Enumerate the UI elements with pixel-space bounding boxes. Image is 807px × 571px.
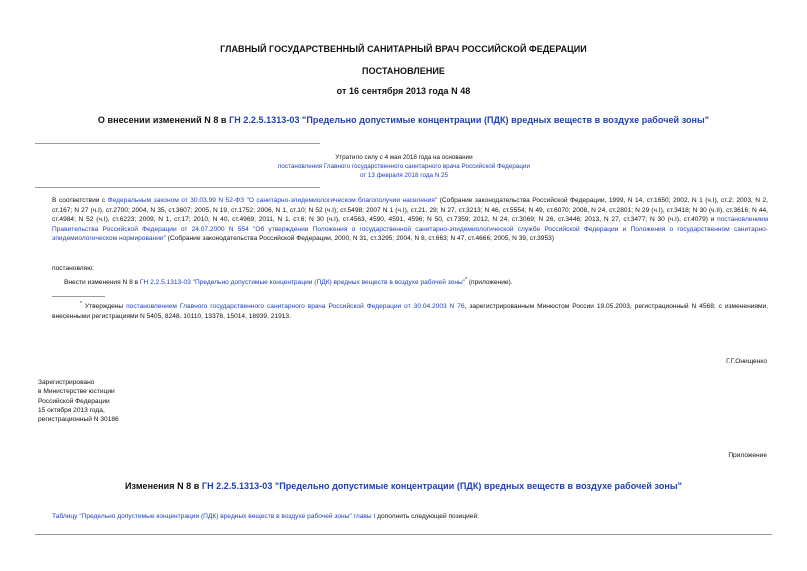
preamble-intro: В соответствии с xyxy=(52,197,108,204)
footnote-text-prefix: Утверждены xyxy=(81,303,127,311)
registration-block xyxy=(38,378,119,424)
footnote-mark[interactable]: * xyxy=(465,277,468,283)
document-type: ПОСТАНОВЛЕНИЕ xyxy=(362,66,445,76)
divider-bottom xyxy=(35,534,772,535)
table-intro-paragraph xyxy=(52,512,768,522)
table-intro-suffix: дополнить следующей позицией: xyxy=(375,513,479,520)
resolve-text-suffix: (приложение). xyxy=(467,279,513,287)
status-note-line1: Утратило силу с 4 мая 2018 года на основании xyxy=(335,154,473,161)
title-regulation-link[interactable]: ГН 2.2.5.1313-03 "Предельно допустимые концентрации (ПДК) вредных веществ в воздухе рабочей зоны" xyxy=(229,115,710,125)
table-chapter-link[interactable]: Таблицу "Предельно допустимые концентрации (ПДК) вредных веществ в воздухе рабочей зоны" главы I xyxy=(52,513,376,520)
government-resolution-link[interactable]: постановлением Правительства Российской Федерации от 24.07.2000 N 554 "Об утверждении Положения о государственной санитарно-эпидемиологической службе Российской Федерации и Положения о государственном санитарно-эпидемиологическом нормировании" xyxy=(52,216,768,243)
document-title xyxy=(0,115,807,125)
status-note-date-link[interactable]: от 13 февраля 2018 года N 25 xyxy=(359,172,449,179)
federal-law-link[interactable]: Федеральным законом от 30.03.99 N 52-ФЗ "О санитарно-эпидемиологическом благополучии населения" xyxy=(107,197,438,204)
status-note-resolution-link[interactable]: постановления Главного государственного санитарного врача Российской Федерации xyxy=(277,163,531,170)
footnote-ref-mark: * xyxy=(80,301,82,307)
resolve-label: постановляю: xyxy=(52,265,95,272)
title-prefix: О внесении изменений N 8 в xyxy=(97,115,230,125)
footnote-resolution-link[interactable]: постановлением Главного государственного санитарного врача Российской Федерации от 30.04.2003 N 76 xyxy=(126,303,465,311)
footnote-text-suffix: , зарегистрированным Минюстом России 19.05.2003, регистрационный N 4568; с изменениями, внесенными регистрациями N 5405, 8248, 10110, 13378, 15014, 18939, 21913. xyxy=(52,303,769,320)
status-note xyxy=(200,153,608,180)
appendix-title-prefix: Изменения N 8 в xyxy=(125,481,202,491)
resolve-regulation-link[interactable]: ГН 2.2.5.1313-03 "Предельно допустимые концентрации (ПДК) вредных веществ в воздухе рабочей зоны" xyxy=(139,279,466,287)
registration-line: 15 октября 2013 года, xyxy=(38,406,105,414)
signatory-name: Г.Г.Онищенко xyxy=(726,358,767,365)
footnote-divider xyxy=(52,296,105,297)
registration-line: Зарегистрировано xyxy=(38,379,95,386)
divider-status xyxy=(35,187,320,188)
divider-top xyxy=(35,143,320,144)
registration-line: Российской Федерации xyxy=(38,397,110,405)
footnote-paragraph xyxy=(52,300,768,321)
resolve-text-prefix: Внести изменения N 8 в xyxy=(64,279,140,287)
appendix-label: Приложение xyxy=(728,452,767,459)
document-date-number: от 16 сентября 2013 года N 48 xyxy=(336,86,471,96)
issuing-authority: ГЛАВНЫЙ ГОСУДАРСТВЕННЫЙ САНИТАРНЫЙ ВРАЧ РОССИЙСКОЙ ФЕДЕРАЦИИ xyxy=(220,44,587,54)
registration-line: в Министерстве юстиции xyxy=(38,388,115,396)
appendix-title xyxy=(0,481,807,491)
registration-line: регистрационный N 30186 xyxy=(38,416,119,424)
appendix-regulation-link[interactable]: ГН 2.2.5.1313-03 "Предельно допустимые концентрации (ПДК) вредных веществ в воздухе рабочей зоны" xyxy=(201,481,682,491)
resolve-paragraph xyxy=(64,276,764,288)
preamble-citations: (Собрание законодательства Российской Федерации, 1999, N 14, ст.1650; 2002, N 1 (ч.I), ст.2; 2003, N 2, ст.167; N 27 (ч.I), ст.2700; 2004, N 35, ст.3607; 2005, N 19, ст.1752; 2006, N 1, ст.10; N 52 (ч.I); ст.5498; 2007 N 1 (ч.I), ст.21, 29; N 27, ст.3213; N 46, ст.5554; N 49, ст.6070; 2008, N 24, ст.2801; N 29 (ч.I), ст.3418; N 30 (ч.II), ст.3616; N 44, ст.4984; N 52 (ч.I), ст.6223; 2009, N 1, ст.17; 2010, N 40, ст.4969; 2011, N 1, ст.6; N 30 (ч.I), ст.4563, 4590, 4591, 4596; N 50, ст.7359; 2012, N 24, ст.3069; N 26, ст.3446; 2013, N 27, ст.3477; N 30 (ч.I), ст.4079) и xyxy=(52,197,768,224)
preamble-paragraph xyxy=(52,196,768,244)
preamble-citations-2: (Собрание законодательства Российской Федерации, 2000, N 31, ст.3295; 2004, N 8, ст.663; N 47, ст.4666; 2005, N 39, ст.3953) xyxy=(165,235,555,243)
